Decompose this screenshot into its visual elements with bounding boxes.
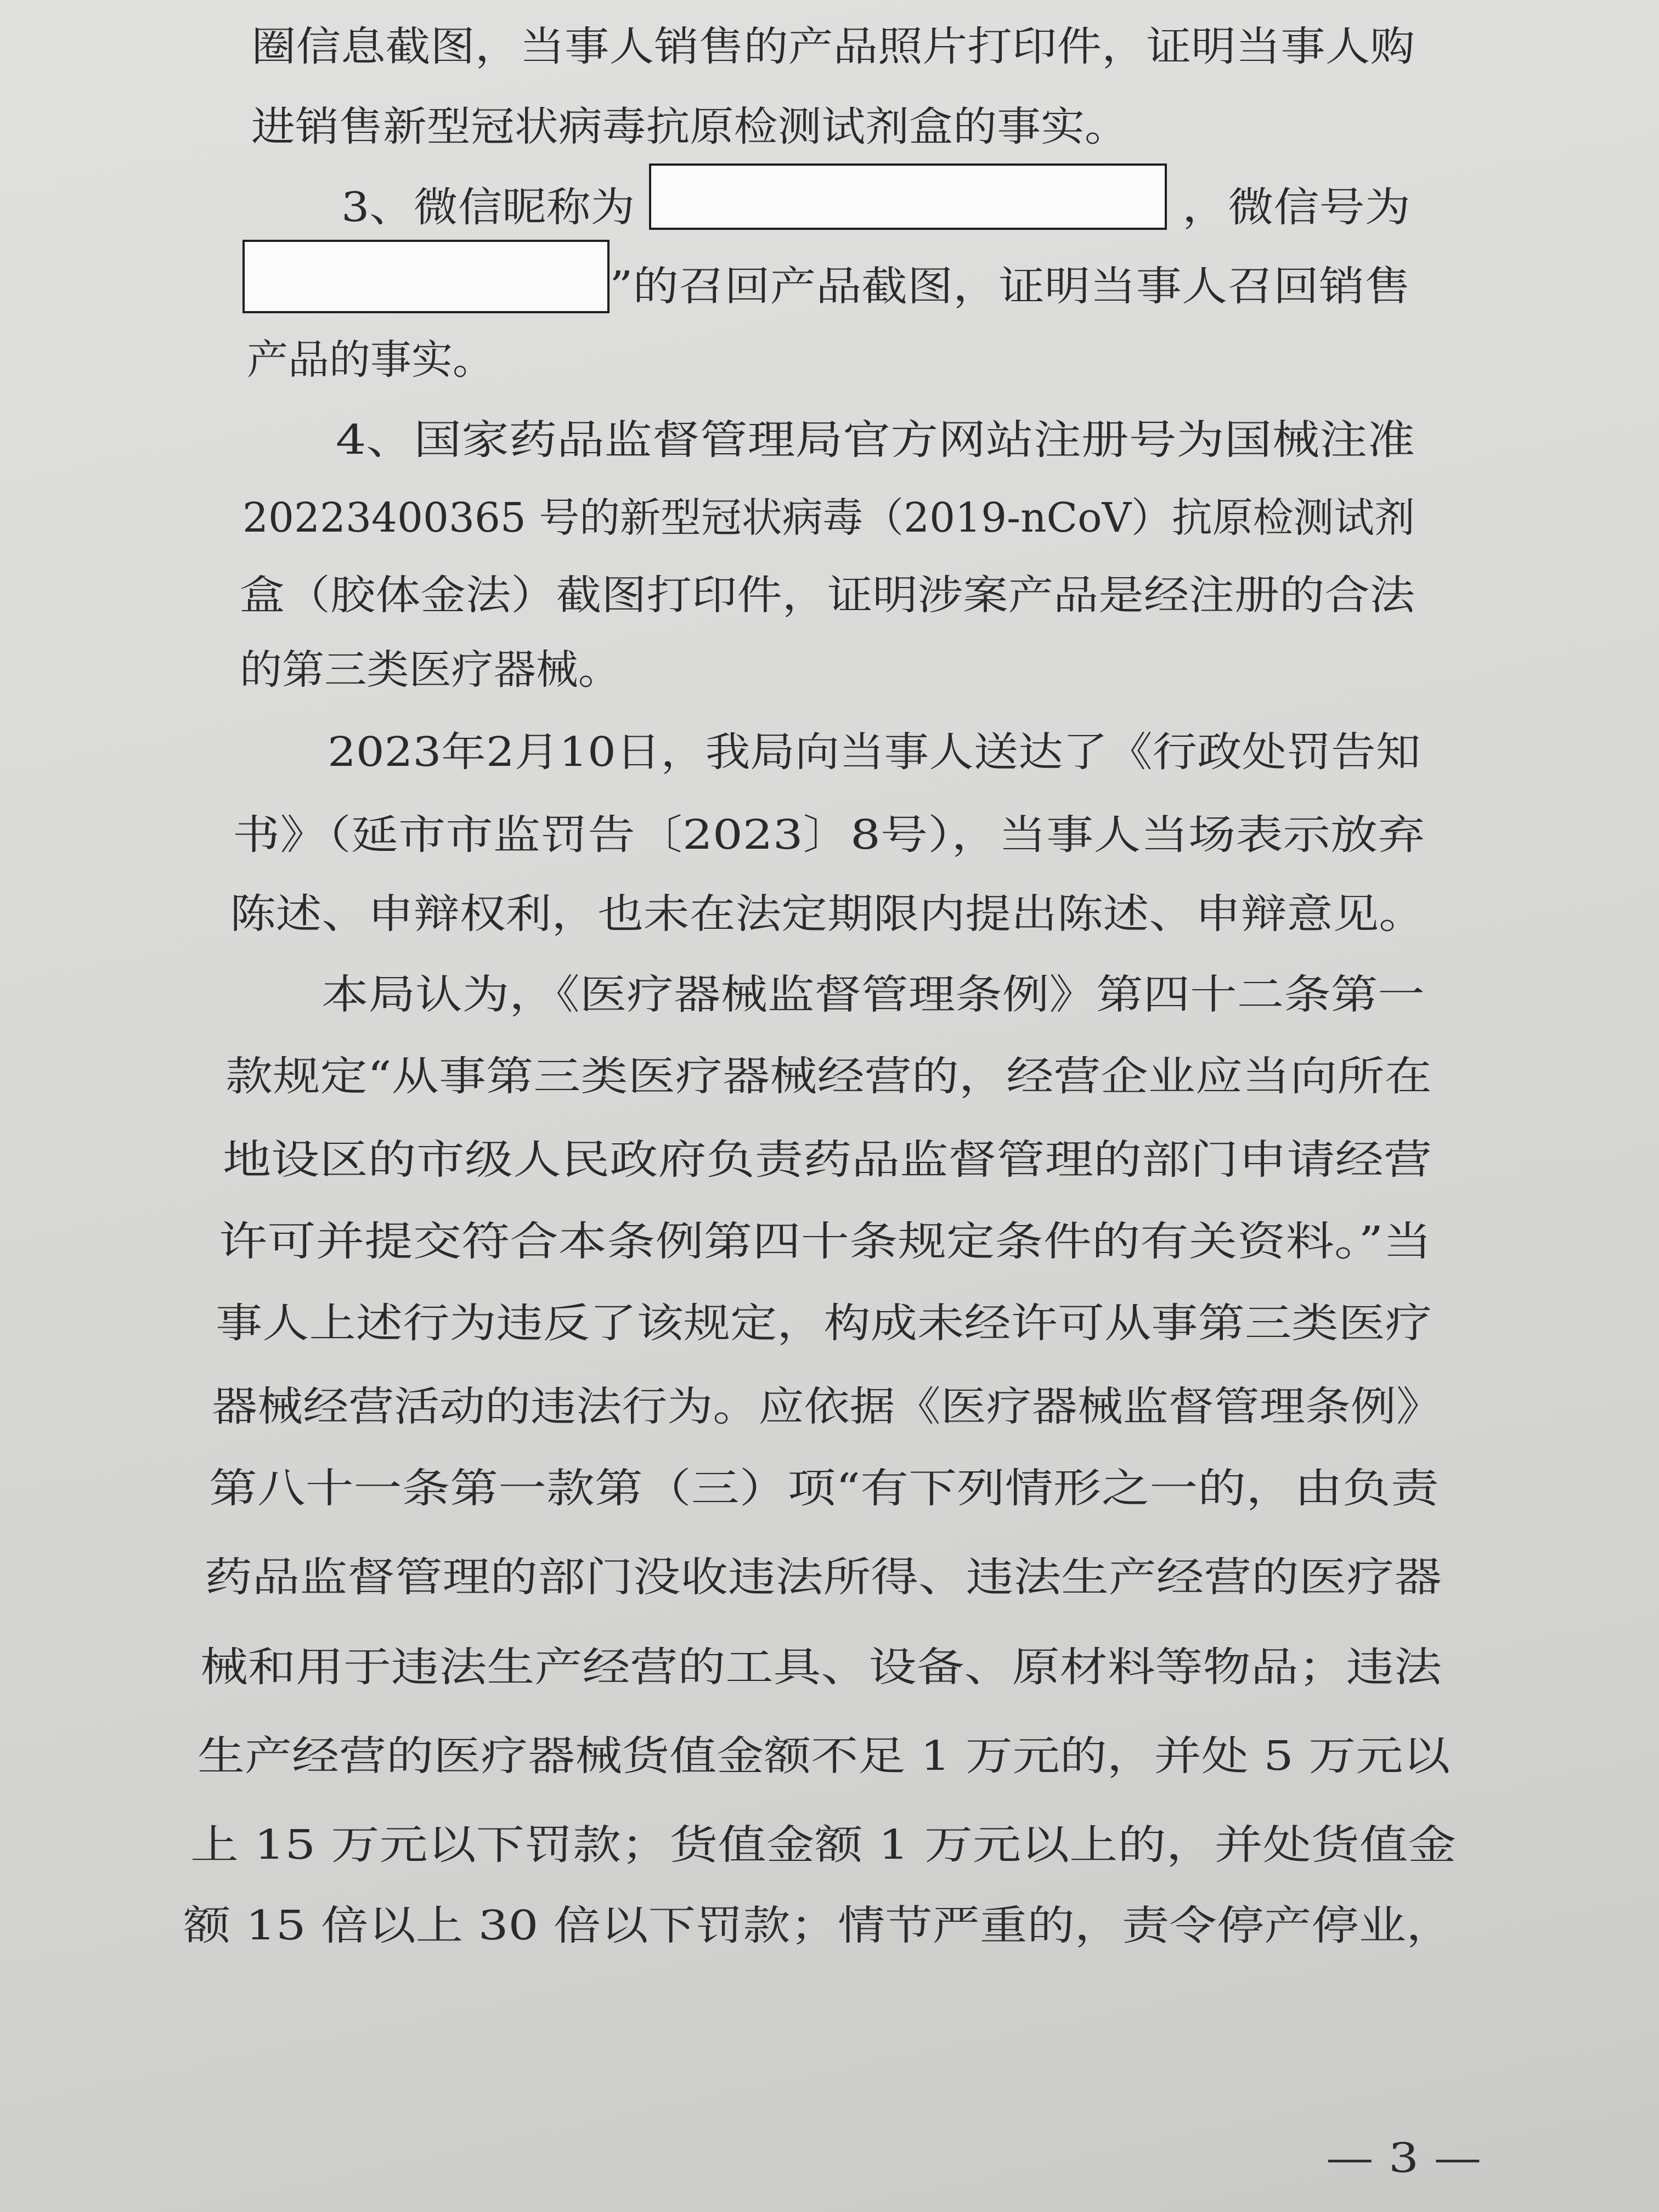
- text-line-21: [200, 1640, 1442, 1695]
- text-line-15: [223, 1132, 1432, 1187]
- text-line-14: [225, 1049, 1432, 1104]
- text-line-23-text: 上 15 万元以下罚款；货值金额 1 万元以上的，并处货值金: [190, 1821, 1457, 1869]
- page-number: [1326, 2131, 1481, 2186]
- text-line-12-text: 陈述、申辩权利，也未在法定期限内提出陈述、申辩意见。: [230, 890, 1425, 938]
- text-line-2: [251, 99, 1128, 154]
- text-line-19-text: 第八十一条第一款第（三）项“有下列情形之一的，由负责: [209, 1465, 1439, 1512]
- text-line-3-end: [1182, 180, 1410, 235]
- text-line-21-text: 械和用于违法生产经营的工具、设备、原材料等物品；违法: [200, 1644, 1442, 1691]
- text-line-7-text: 20223400365 号的新型冠状病毒（2019-nCoV）抗原检测试剂: [242, 494, 1415, 541]
- text-line-11-text: 书》（延市市监罚告〔2023〕8号），当事人当场表示放弃: [233, 811, 1425, 859]
- text-line-2-text: 进销售新型冠状病毒抗原检测试剂盒的事实。: [251, 103, 1128, 150]
- text-line-10-text: 2023年2月10日，我局向当事人送达了《行政处罚告知: [328, 729, 1421, 776]
- text-line-16: [219, 1214, 1432, 1269]
- text-line-20: [205, 1550, 1442, 1605]
- text-line-23: [190, 1818, 1456, 1872]
- text-line-1-text: 圈信息截图，当事人销售的产品照片打印件，证明当事人购: [251, 23, 1415, 70]
- text-line-13: [321, 967, 1425, 1022]
- text-line-1: [251, 19, 1415, 74]
- text-line-5-text: 产品的事实。: [247, 336, 494, 383]
- text-line-8-text: 盒（胶体金法）截图打印件，证明涉案产品是经注册的合法: [240, 572, 1415, 619]
- text-line-24-text: 额 15 倍以上 30 倍以下罚款；情节严重的，责令停产停业，: [183, 1902, 1454, 1949]
- text-line-6-text: 4、国家药品监督管理局官方网站注册号为国械注准: [336, 416, 1415, 464]
- text-line-8: [240, 568, 1415, 623]
- text-line-17-text: 事人上述行为违反了该规定，构成未经许可从事第三类医疗: [216, 1300, 1432, 1347]
- wechat-id-label: ，微信号为: [1182, 184, 1410, 231]
- text-line-11: [233, 808, 1425, 862]
- text-line-6: [336, 413, 1415, 467]
- text-line-18: [212, 1379, 1442, 1434]
- text-line-16-text: 许可并提交符合本条例第四十条规定条件的有关资料。”当: [219, 1218, 1432, 1265]
- text-line-9-text: 的第三类医疗器械。: [240, 646, 620, 693]
- redaction-box-wechat-id: [242, 240, 610, 313]
- text-line-4: [610, 259, 1410, 314]
- page-number-text: — 3 —: [1326, 2135, 1482, 2182]
- text-line-22: [198, 1729, 1450, 1784]
- text-line-24: [183, 1898, 1453, 1953]
- text-line-13-text: 本局认为，《医疗器械监督管理条例》第四十二条第一: [321, 971, 1425, 1018]
- text-line-7: [242, 490, 1415, 545]
- text-line-20-text: 药品监督管理的部门没收违法所得、违法生产经营的医疗器: [205, 1554, 1442, 1601]
- text-line-5: [247, 332, 494, 387]
- text-line-12: [230, 887, 1425, 941]
- text-line-9: [240, 642, 620, 697]
- text-line-17: [216, 1296, 1432, 1351]
- wechat-nickname-label: 3、微信昵称为: [341, 184, 635, 231]
- text-line-10: [328, 725, 1421, 780]
- text-line-3-start: [341, 180, 635, 235]
- text-line-22-text: 生产经营的医疗器械货值金额不足 1 万元的，并处 5 万元以: [198, 1733, 1451, 1780]
- redaction-box-nickname: [649, 163, 1167, 230]
- text-line-19: [209, 1461, 1439, 1516]
- text-line-14-text: 款规定“从事第三类医疗器械经营的，经营企业应当向所在: [225, 1053, 1432, 1100]
- text-line-18-text: 器械经营活动的违法行为。应依据《医疗器械监督管理条例》: [212, 1383, 1442, 1430]
- text-line-4-text: ”的召回产品截图，证明当事人召回销售: [610, 263, 1410, 310]
- text-line-15-text: 地设区的市级人民政府负责药品监督管理的部门申请经营: [223, 1136, 1432, 1183]
